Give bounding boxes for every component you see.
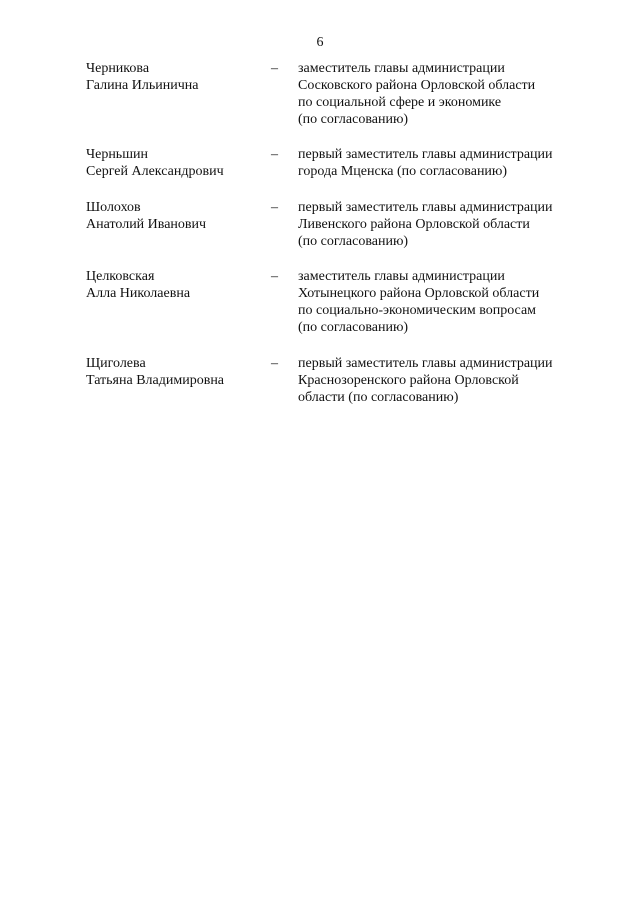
- position-line: по социально-экономическим вопросам: [298, 303, 537, 318]
- member-given-names: Галина Ильинична: [86, 78, 199, 93]
- member-name: [86, 268, 266, 302]
- member-name: [86, 60, 266, 94]
- member-surname: Черникова: [86, 61, 150, 76]
- member-given-names: Алла Николаевна: [86, 286, 191, 301]
- member-given-names: Анатолий Иванович: [86, 217, 207, 232]
- position-line: (по согласованию): [298, 234, 409, 249]
- member-position: [298, 268, 598, 336]
- member-surname: Целковская: [86, 269, 155, 284]
- member-surname: Щиголева: [86, 356, 146, 371]
- position-line: (по согласованию): [298, 320, 409, 335]
- separator-dash: –: [271, 147, 278, 162]
- member-surname: Шолохов: [86, 200, 141, 215]
- position-line: первый заместитель главы администрации: [298, 200, 553, 215]
- position-line: Краснозоренского района Орловской: [298, 373, 519, 388]
- position-line: заместитель главы администрации: [298, 269, 505, 284]
- member-position: [298, 199, 598, 250]
- member-position: [298, 146, 598, 180]
- position-line: города Мценска (по согласованию): [298, 164, 508, 179]
- position-line: Сосковского района Орловской области: [298, 78, 536, 93]
- member-name: [86, 355, 266, 389]
- member-name: [86, 146, 266, 180]
- member-position: [298, 60, 598, 128]
- position-line: по социальной сфере и экономике: [298, 95, 502, 110]
- position-line: заместитель главы администрации: [298, 61, 505, 76]
- separator-dash: –: [271, 200, 278, 215]
- separator-dash: –: [271, 269, 278, 284]
- page-number: 6: [316, 35, 324, 50]
- position-line: Хотынецкого района Орловской области: [298, 286, 540, 301]
- member-given-names: Татьяна Владимировна: [86, 373, 225, 388]
- position-line: Ливенского района Орловской области: [298, 217, 530, 232]
- member-position: [298, 355, 598, 406]
- member-name: [86, 199, 266, 233]
- separator-dash: –: [271, 61, 278, 76]
- position-line: области (по согласованию): [298, 390, 459, 405]
- position-line: первый заместитель главы администрации: [298, 356, 553, 371]
- separator-dash: –: [271, 356, 278, 371]
- member-given-names: Сергей Александрович: [86, 164, 224, 179]
- member-surname: Черньшин: [86, 147, 148, 162]
- position-line: первый заместитель главы администрации: [298, 147, 553, 162]
- position-line: (по согласованию): [298, 112, 409, 127]
